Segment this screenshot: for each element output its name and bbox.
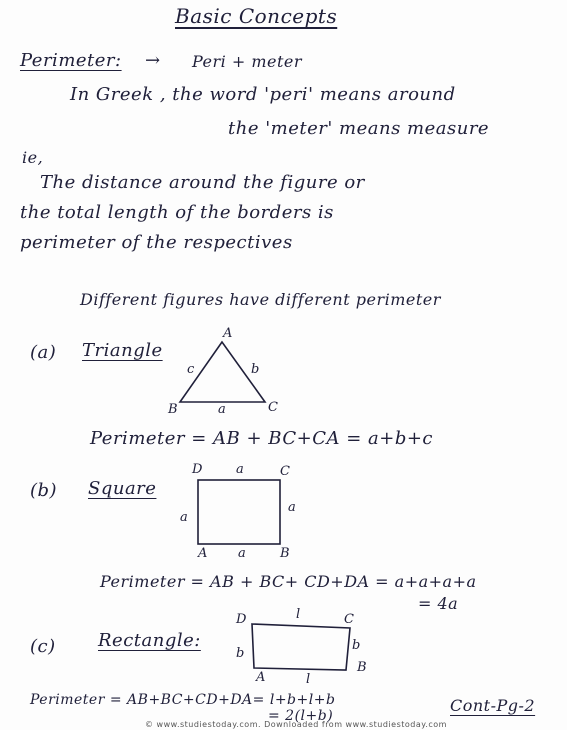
triangle-side-b: b — [251, 362, 260, 377]
square-vertex-c: C — [280, 464, 290, 479]
square-side-left: a — [180, 510, 188, 525]
square-formula: Perimeter = AB + BC+ CD+DA = a+a+a+a — [100, 572, 477, 591]
page-title: Basic Concepts — [175, 4, 338, 28]
triangle-side-c: c — [187, 362, 195, 377]
rectangle-vertex-a: A — [256, 670, 266, 685]
square-shape — [198, 480, 280, 544]
square-side-top: a — [236, 462, 244, 477]
rectangle-side-left: b — [236, 646, 245, 661]
square-title: Square — [88, 478, 157, 499]
square-side-right: a — [288, 500, 296, 515]
rectangle-shape — [252, 624, 350, 670]
definition-line-3: perimeter of the respectives — [20, 232, 293, 253]
triangle-title: Triangle — [82, 340, 163, 361]
definition-line-2: the total length of the borders is — [20, 202, 334, 223]
definition-line-1: The distance around the figure or — [40, 172, 365, 193]
figures-intro: Different figures have different perimeter — [80, 290, 441, 309]
rectangle-label: (c) — [30, 636, 56, 657]
rectangle-side-right: b — [352, 638, 361, 653]
square-result: = 4a — [418, 594, 459, 613]
arrow-icon: → — [145, 50, 161, 71]
rectangle-formula: Perimeter = AB+BC+CD+DA= l+b+l+b — [30, 692, 336, 708]
triangle-vertex-b: B — [168, 402, 178, 417]
continued-note: Cont-Pg-2 — [450, 696, 536, 715]
etymology-text: Peri + meter — [192, 52, 303, 71]
rectangle-side-top: l — [296, 607, 301, 622]
footer-watermark: © www.studiestoday.com. Downloaded from www.studiestoday.com — [145, 720, 447, 729]
rectangle-vertex-c: C — [344, 612, 354, 627]
meter-line: the 'meter' means measure — [228, 118, 490, 139]
square-figure — [196, 478, 286, 548]
rectangle-vertex-b: B — [357, 660, 367, 675]
triangle-formula: Perimeter = AB + BC+CA = a+b+c — [90, 428, 434, 449]
square-vertex-d: D — [192, 462, 203, 477]
triangle-label: (a) — [30, 342, 57, 363]
greek-line: In Greek , the word 'peri' means around — [70, 84, 456, 105]
perimeter-heading: Perimeter: — [20, 50, 122, 71]
square-side-bottom: a — [238, 546, 246, 561]
rectangle-vertex-d: D — [236, 612, 247, 627]
triangle-side-a: a — [218, 402, 226, 417]
rectangle-figure — [250, 622, 355, 672]
square-label: (b) — [30, 480, 58, 501]
triangle-vertex-a: A — [223, 326, 233, 341]
rectangle-side-bottom: l — [306, 672, 311, 687]
square-vertex-a: A — [198, 546, 208, 561]
triangle-vertex-c: C — [268, 400, 278, 415]
ie-text: ie, — [22, 148, 44, 167]
square-vertex-b: B — [280, 546, 290, 561]
rectangle-title: Rectangle: — [98, 630, 201, 651]
rectangle-result: = 2(l+b) — [268, 708, 334, 724]
